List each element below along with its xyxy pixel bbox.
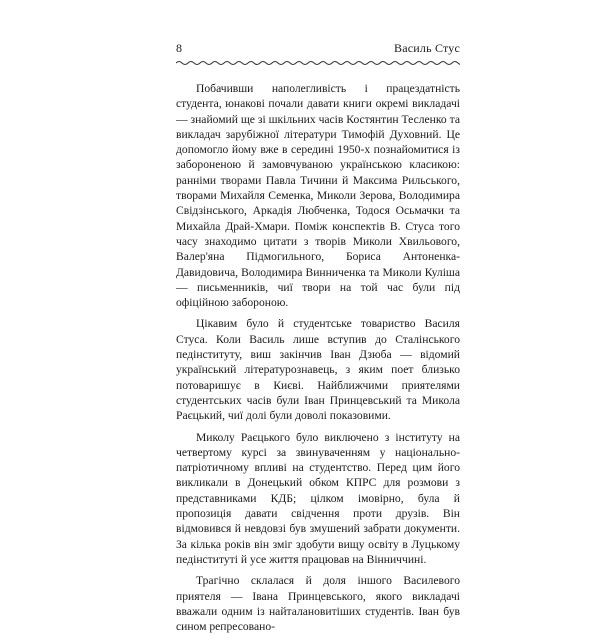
paragraph: Трагічно склалася й доля іншого Василевого приятеля — Івана Принцевського, якого викладачі вважали одним із найталановитіших студентів. Іван був сином репресовано- xyxy=(176,574,460,634)
paragraph: Побачивши наполегливість і працездатність студента, юнакові почали давати книги окремі викладачі — знайомий ще зі шкільних часів Костянтин Тесленко та викладач зарубіжної літератури Тимофій Духовний. Це допомогло йому вже в середині 1950-х познайомитися із забороненою й замовчуваною українською класикою: ранніми творами Павла Тичини й Максима Рильського, творами Михайля Семенка, Миколи Зерова, Володимира Свідзінського, Аркадія Любченка, Тодося Осьмачки та Михайла Драй-Хмари. Поміж конспектів В. Стуса того часу знаходимо цитати з творів Миколи Хвильового, Валер'яна Підмогильного, Бориса Антоненка-Давидовича, Володимира Винниченка та Миколи Куліша — письменників, чиї твори на той час були під офіційною забороною. xyxy=(176,82,460,310)
paragraph: Миколу Раєцького було виключено з інституту на четвертому курсі за звинуваченням у національно-патріотичному впливі на студентство. Перед цим його викликали в Донецький обком КПРС для розмови з представниками КДБ; цілком імовірно, була й пропозиція давати свідчення проти друзів. Він відмовився й невдовзі був змушений забрати документи. За кілька років він зміг здобути вищу освіту в Луцькому педінституті й усе життя працював на Вінниччині. xyxy=(176,430,460,566)
page-number: 8 xyxy=(176,41,182,55)
book-page xyxy=(176,40,460,640)
running-title: Василь Стус xyxy=(394,41,460,55)
paragraph: Цікавим було й студентське товариство Василя Стуса. Коли Василь лише вступив до Сталінського педінституту, виш закінчив Іван Дзюба — відомий український літературознавець, з яким поет близько потоваришує в Києві. Найближчими приятелями студентських часів були Іван Принцевський та Микола Раєцький, чиї долі були доволі показовими. xyxy=(176,317,460,423)
wavy-divider xyxy=(176,59,460,67)
running-head xyxy=(176,40,460,56)
body-text xyxy=(176,81,460,634)
